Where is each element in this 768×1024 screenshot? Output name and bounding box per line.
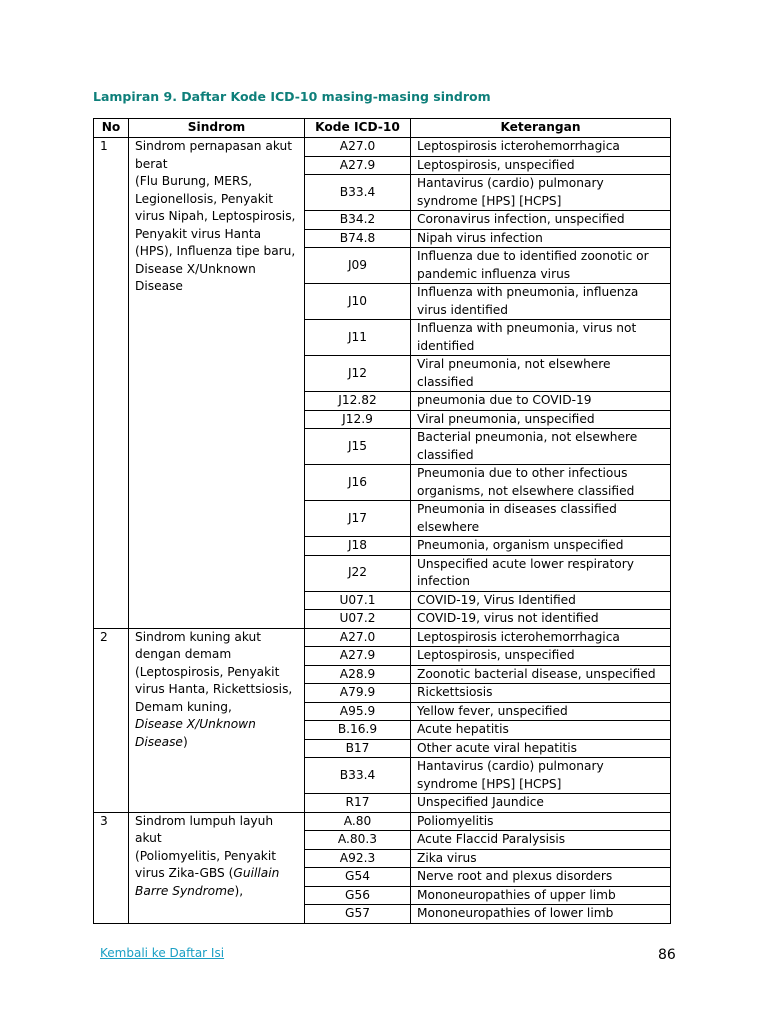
syndrome-text: Sindrom pernapasan akut berat <box>135 139 293 171</box>
icd-code: B.16.9 <box>305 721 411 740</box>
syndrome-suffix: ), <box>234 883 244 898</box>
icd-code: U07.2 <box>305 610 411 629</box>
icd-code: B33.4 <box>305 758 411 794</box>
icd-code: A27.0 <box>305 628 411 647</box>
icd-description: Yellow fever, unspecified <box>411 702 671 721</box>
icd-description: Nipah virus infection <box>411 229 671 248</box>
page-title: Lampiran 9. Daftar Kode ICD-10 masing-masing sindrom <box>93 89 491 104</box>
table-body <box>94 138 671 924</box>
syndrome-line <box>135 629 298 717</box>
icd-description: Leptospirosis icterohemorrhagica <box>411 628 671 647</box>
icd-description: Other acute viral hepatitis <box>411 739 671 758</box>
icd-description: Viral pneumonia, unspecified <box>411 410 671 429</box>
icd-description: Leptospirosis, unspecified <box>411 647 671 666</box>
syndrome-name <box>129 138 305 629</box>
icd-description: Viral pneumonia, not elsewhere classified <box>411 356 671 392</box>
icd-code: J15 <box>305 429 411 465</box>
icd-description: pneumonia due to COVID-19 <box>411 392 671 411</box>
icd-code: B17 <box>305 739 411 758</box>
icd-table <box>93 118 671 924</box>
syndrome-suffix: ) <box>182 734 188 749</box>
icd-code: A.80.3 <box>305 831 411 850</box>
syndrome-line <box>135 138 298 173</box>
icd-code: J17 <box>305 501 411 537</box>
icd-description: Influenza due to identified zoonotic or pandemic influenza virus <box>411 248 671 284</box>
icd-description: Acute Flaccid Paralysisis <box>411 831 671 850</box>
icd-description: Bacterial pneumonia, not elsewhere classified <box>411 429 671 465</box>
group-number: 1 <box>94 138 129 629</box>
icd-code: J18 <box>305 537 411 556</box>
syndrome-text: Sindrom kuning akut dengan demam (Leptospirosis, Penyakit virus Hanta, Rickettsiosis, Demam kuning, <box>135 629 293 714</box>
syndrome-line <box>135 848 298 901</box>
icd-code: G57 <box>305 905 411 924</box>
syndrome-italic-text: Guillain Barre Syndrome <box>135 866 280 898</box>
header-sindrom: Sindrom <box>129 119 305 138</box>
icd-code: J09 <box>305 248 411 284</box>
syndrome-text: Disease X/Unknown Disease <box>135 717 256 749</box>
icd-description: Poliomyelitis <box>411 812 671 831</box>
icd-description: Pneumonia, organism unspecified <box>411 537 671 556</box>
icd-code: A95.9 <box>305 702 411 721</box>
icd-code: A92.3 <box>305 849 411 868</box>
icd-code: J12.9 <box>305 410 411 429</box>
icd-description: Nerve root and plexus disorders <box>411 868 671 887</box>
icd-code: U07.1 <box>305 591 411 610</box>
icd-description: Leptospirosis icterohemorrhagica <box>411 138 671 157</box>
icd-description: COVID-19, Virus Identified <box>411 591 671 610</box>
icd-code: A.80 <box>305 812 411 831</box>
header-kode: Kode ICD-10 <box>305 119 411 138</box>
table-row <box>94 812 671 831</box>
icd-description: Mononeuropathies of upper limb <box>411 886 671 905</box>
icd-code: J12.82 <box>305 392 411 411</box>
icd-description: Coronavirus infection, unspecified <box>411 211 671 230</box>
icd-description: Zika virus <box>411 849 671 868</box>
icd-description: Influenza with pneumonia, influenza virus identified <box>411 284 671 320</box>
group-number: 3 <box>94 812 129 923</box>
icd-description: Influenza with pneumonia, virus not identified <box>411 320 671 356</box>
table-header-row <box>94 119 671 138</box>
icd-description: Hantavirus (cardio) pulmonary syndrome [HPS] [HCPS] <box>411 175 671 211</box>
icd-code: J11 <box>305 320 411 356</box>
icd-code: A27.9 <box>305 647 411 666</box>
page-number: 86 <box>658 947 676 963</box>
icd-code: J16 <box>305 465 411 501</box>
icd-description: Pneumonia in diseases classified elsewhere <box>411 501 671 537</box>
syndrome-line <box>135 173 298 296</box>
syndrome-name <box>129 812 305 923</box>
icd-description: Unspecified Jaundice <box>411 794 671 813</box>
syndrome-name <box>129 628 305 812</box>
icd-description: Pneumonia due to other infectious organisms, not elsewhere classified <box>411 465 671 501</box>
group-number: 2 <box>94 628 129 812</box>
icd-code: J22 <box>305 555 411 591</box>
icd-description: Zoonotic bacterial disease, unspecified <box>411 665 671 684</box>
syndrome-text: Sindrom lumpuh layuh akut <box>135 813 274 845</box>
icd-description: Hantavirus (cardio) pulmonary syndrome [HPS] [HCPS] <box>411 758 671 794</box>
icd-code: R17 <box>305 794 411 813</box>
header-no: No <box>94 119 129 138</box>
icd-code: B74.8 <box>305 229 411 248</box>
icd-code: B33.4 <box>305 175 411 211</box>
icd-code: A27.0 <box>305 138 411 157</box>
syndrome-text: (Flu Burung, MERS, Legionellosis, Penyakit virus Nipah, Leptospirosis, Penyakit virus Hanta (HPS), Influenza tipe baru, Disease X/Unknown Disease <box>135 174 296 293</box>
icd-description: Acute hepatitis <box>411 721 671 740</box>
syndrome-text: (Poliomyelitis, Penyakit virus Zika-GBS ( <box>135 848 277 880</box>
icd-description: Unspecified acute lower respiratory infection <box>411 555 671 591</box>
syndrome-line <box>135 813 298 848</box>
syndrome-line <box>135 716 298 751</box>
icd-code: A27.9 <box>305 156 411 175</box>
icd-code: A79.9 <box>305 684 411 703</box>
back-to-toc-link[interactable]: Kembali ke Daftar Isi <box>100 946 225 960</box>
table-row <box>94 628 671 647</box>
icd-code: J10 <box>305 284 411 320</box>
icd-code: A28.9 <box>305 665 411 684</box>
icd-description: Mononeuropathies of lower limb <box>411 905 671 924</box>
icd-description: Rickettsiosis <box>411 684 671 703</box>
icd-code: G56 <box>305 886 411 905</box>
icd-code: B34.2 <box>305 211 411 230</box>
table-row <box>94 138 671 157</box>
icd-code: G54 <box>305 868 411 887</box>
icd-code: J12 <box>305 356 411 392</box>
icd-description: Leptospirosis, unspecified <box>411 156 671 175</box>
icd-description: COVID-19, virus not identified <box>411 610 671 629</box>
header-keterangan: Keterangan <box>411 119 671 138</box>
